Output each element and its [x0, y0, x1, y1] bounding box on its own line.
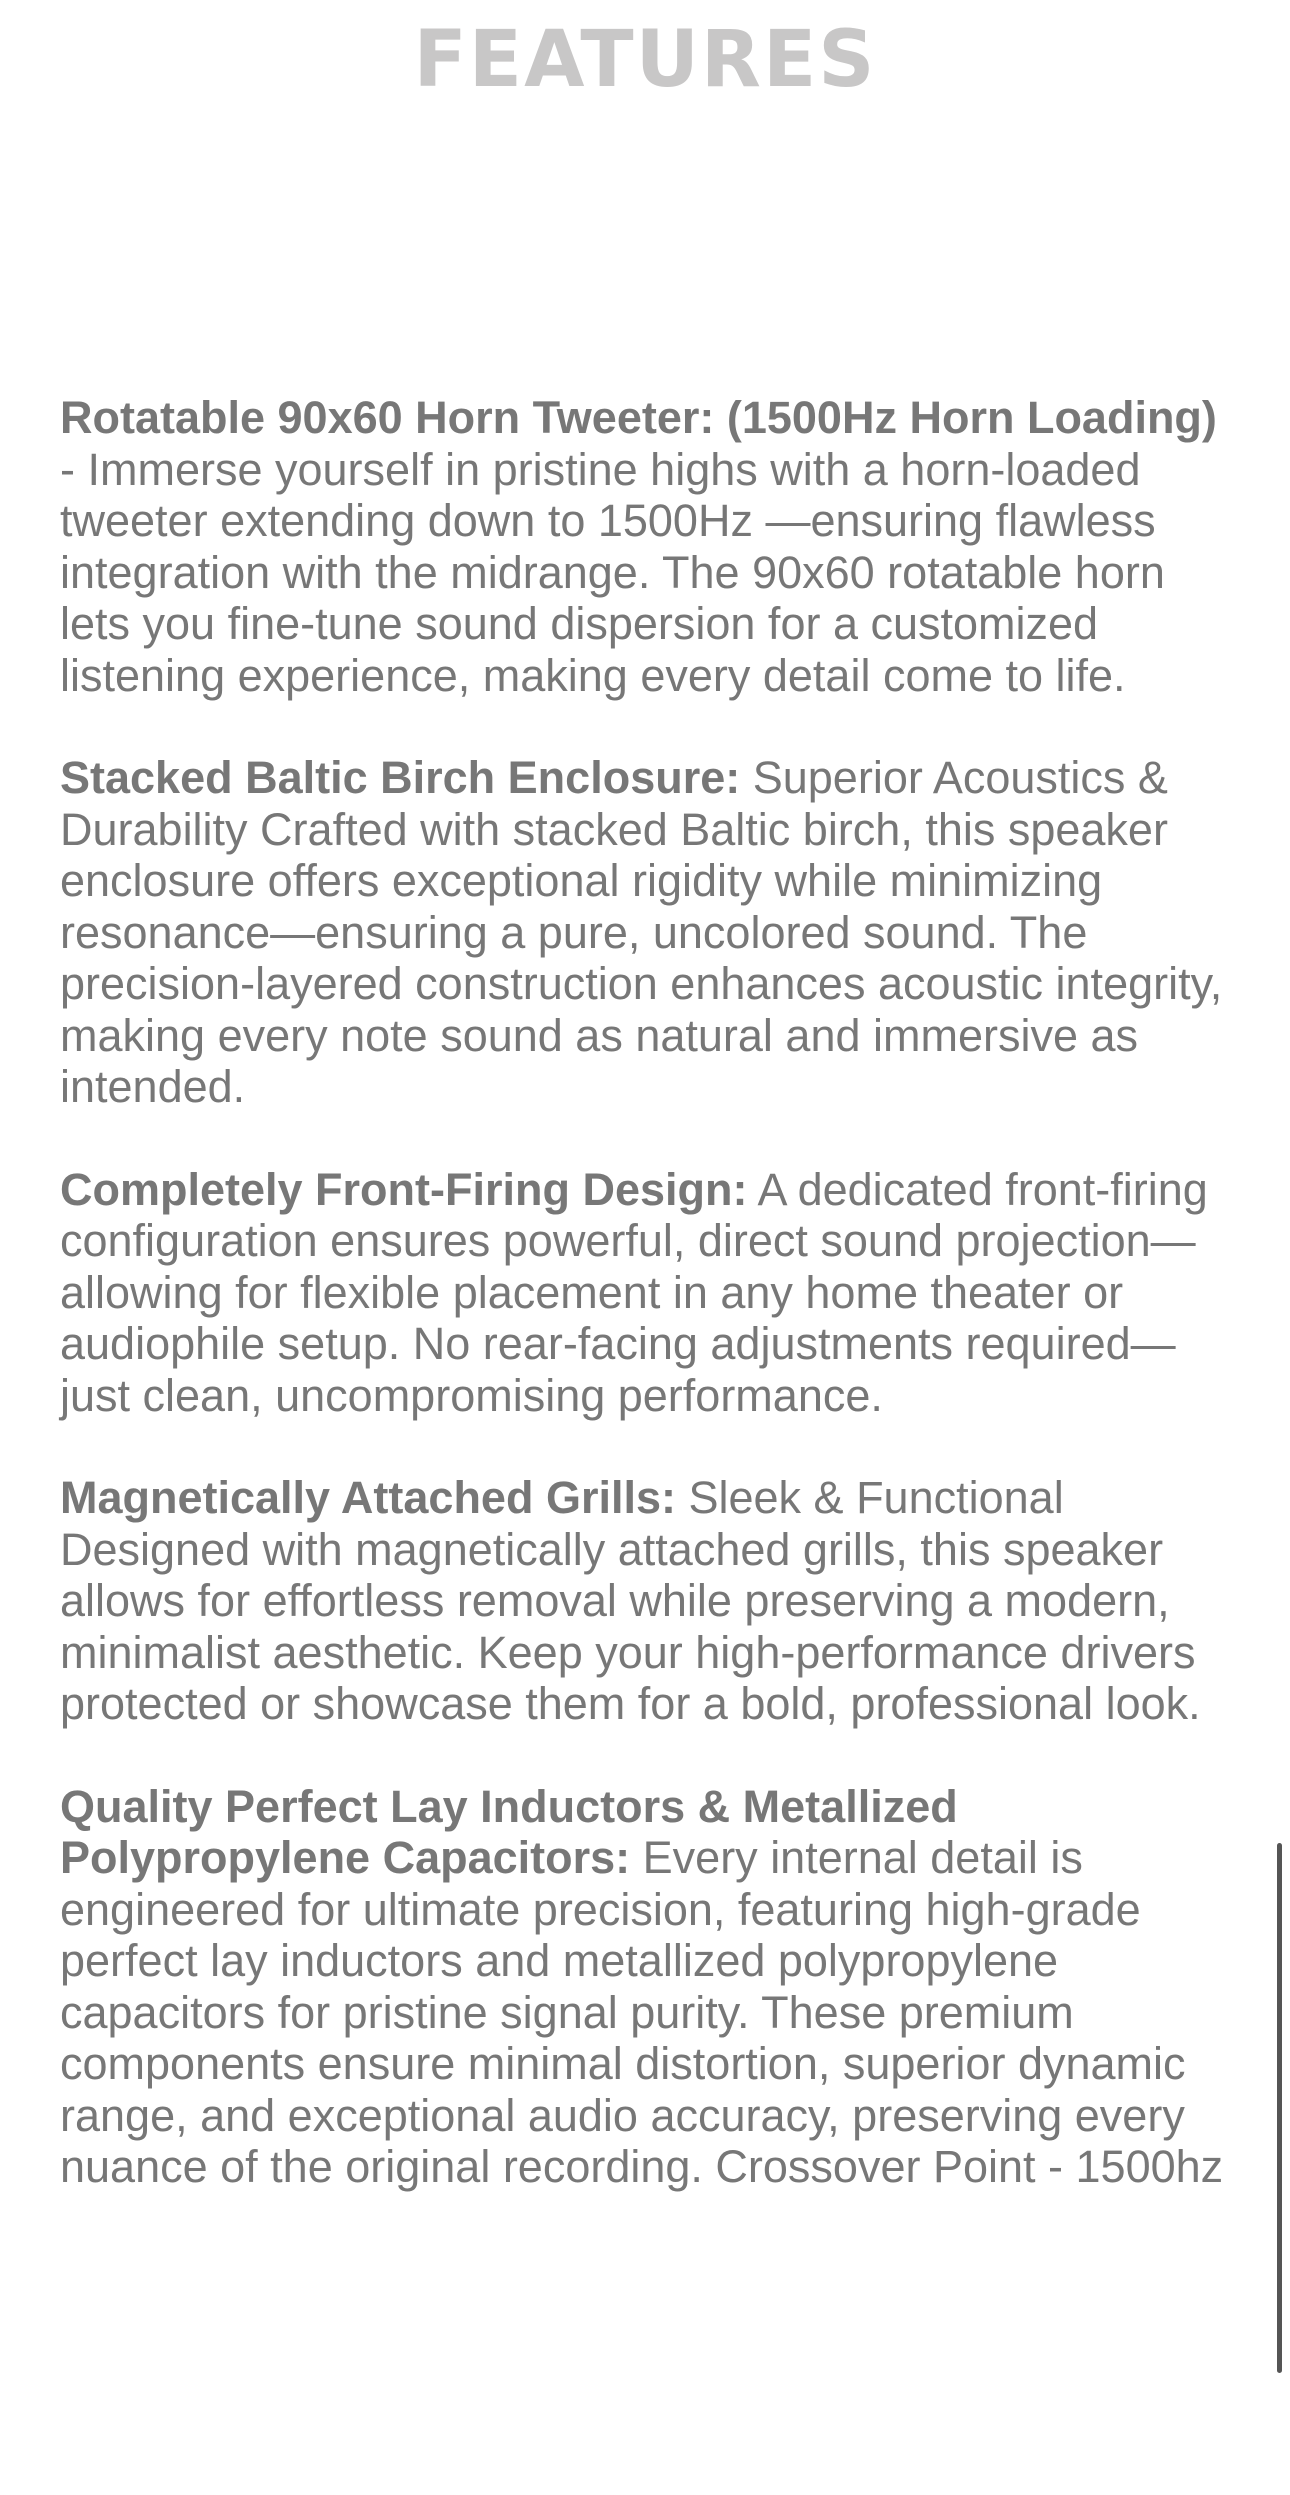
feature-front-firing-design	[60, 1164, 1240, 1422]
feature-title: Magnetically Attached Grills:	[60, 1472, 676, 1523]
feature-title: Rotatable 90x60 Horn Tweeter: (1500Hz Horn Loading)	[60, 392, 1217, 443]
feature-description: - Immerse yourself in pristine highs with a horn-loaded tweeter extending down to 1500Hz —ensuring flawless integration with the midrange. The 90x60 rotatable horn lets you fine-tune sound dispersion for a customized listening experience, making every detail come to life.	[60, 443, 1165, 701]
feature-baltic-birch-enclosure	[60, 752, 1240, 1113]
scrollbar[interactable]	[1277, 1843, 1282, 2373]
feature-magnetic-grills	[60, 1472, 1240, 1730]
page-title: FEATURES	[413, 15, 877, 105]
feature-description: Superior Acoustics & Durability Crafted with stacked Baltic birch, this speaker enclosure offers exceptional rigidity while minimizing resonance—ensuring a pure, uncolored sound. The precision-layered construction enhances acoustic integrity, making every note sound as natural and immersive as intended.	[60, 752, 1223, 1112]
feature-horn-tweeter	[60, 392, 1240, 701]
feature-title: Quality Perfect Lay Inductors & Metallized Polypropylene Capacitors:	[60, 1780, 958, 1883]
feature-title: Completely Front-Firing Design:	[60, 1163, 748, 1215]
feature-description: A dedicated front-firing configuration ensures powerful, direct sound projection—allowing for flexible placement in any home theater or audiophile setup. No rear-facing adjustments required—just clean, uncompromising performance.	[60, 1163, 1208, 1421]
feature-description: Every internal detail is engineered for ultimate precision, featuring high-grade perfect lay inductors and metallized polypropylene capacitors for pristine signal purity. These premium components ensure minimal distortion, superior dynamic range, and exceptional audio accuracy, preserving every nuance of the original recording. Crossover Point - 1500hz	[60, 1832, 1224, 2192]
feature-title: Stacked Baltic Birch Enclosure:	[60, 752, 741, 803]
feature-inductors-capacitors	[60, 1781, 1240, 2193]
features-list	[60, 392, 1240, 2244]
feature-description: Sleek & Functional Designed with magnetically attached grills, this speaker allows for effortless removal while preserving a modern, minimalist aesthetic. Keep your high-performance drivers protected or showcase them for a bold, professional look.	[60, 1472, 1201, 1729]
